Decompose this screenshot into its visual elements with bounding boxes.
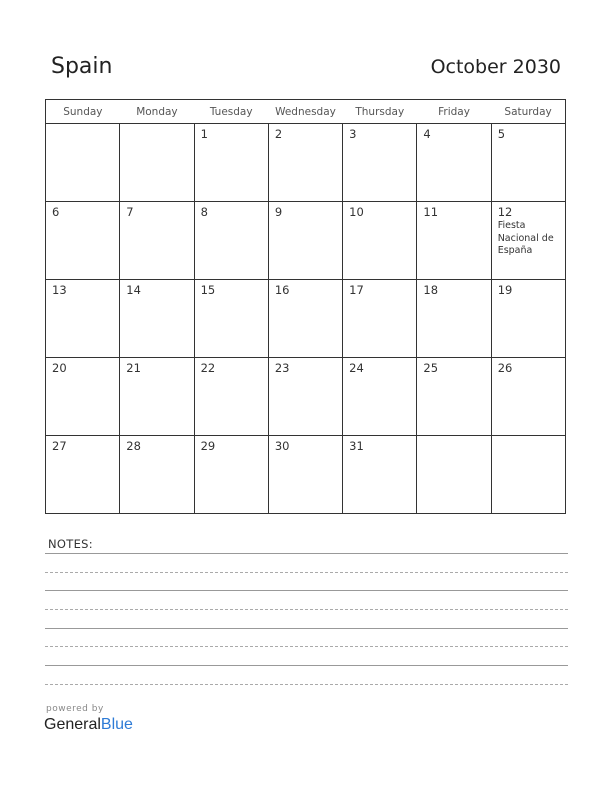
calendar-country: Spain bbox=[51, 54, 113, 79]
calendar-day-cell bbox=[343, 436, 417, 514]
calendar-day-cell bbox=[46, 124, 120, 202]
notes-label: NOTES: bbox=[48, 537, 93, 551]
day-number: 23 bbox=[274, 361, 290, 375]
calendar-week-row bbox=[46, 124, 566, 202]
calendar-day-cell bbox=[343, 358, 417, 436]
calendar-day-cell bbox=[491, 280, 565, 358]
weekday-monday: Monday bbox=[120, 100, 194, 124]
weekday-wednesday: Wednesday bbox=[268, 100, 342, 124]
day-number: 9 bbox=[274, 205, 283, 219]
day-number: 18 bbox=[423, 283, 439, 297]
calendar-day-cell bbox=[194, 124, 268, 202]
notes-line bbox=[45, 646, 568, 647]
calendar-day-cell bbox=[343, 280, 417, 358]
day-number: 19 bbox=[497, 283, 513, 297]
calendar-body bbox=[46, 124, 566, 514]
calendar-grid bbox=[45, 99, 566, 514]
calendar-day-cell bbox=[194, 436, 268, 514]
weekday-sunday: Sunday bbox=[46, 100, 120, 124]
day-number: 1 bbox=[200, 127, 208, 141]
day-number: 20 bbox=[52, 361, 67, 375]
notes-line bbox=[45, 609, 568, 610]
calendar-day-cell bbox=[343, 202, 417, 280]
notes-line bbox=[45, 628, 568, 629]
holiday-label: Fiesta Nacional de España bbox=[497, 220, 554, 256]
calendar-day-cell bbox=[46, 202, 120, 280]
day-number: 29 bbox=[200, 439, 216, 453]
day-number: 24 bbox=[349, 361, 364, 375]
day-number: 11 bbox=[423, 205, 439, 219]
notes-line bbox=[45, 684, 568, 685]
day-number: 30 bbox=[274, 439, 290, 453]
calendar-day-cell bbox=[417, 280, 491, 358]
notes-line bbox=[45, 572, 568, 573]
calendar-day-cell bbox=[120, 436, 194, 514]
weekday-header-row bbox=[46, 100, 566, 124]
calendar-day-cell bbox=[46, 358, 120, 436]
weekday-tuesday: Tuesday bbox=[194, 100, 268, 124]
generalblue-logo bbox=[44, 716, 133, 734]
brand-blue: Blue bbox=[100, 716, 133, 733]
calendar-week-row bbox=[46, 358, 566, 436]
weekday-thursday: Thursday bbox=[343, 100, 417, 124]
calendar-day-cell bbox=[194, 280, 268, 358]
calendar-day-cell bbox=[46, 280, 120, 358]
day-number: 22 bbox=[200, 361, 216, 375]
notes-line bbox=[45, 665, 568, 666]
day-number: 4 bbox=[423, 127, 431, 141]
day-number: 5 bbox=[497, 127, 506, 141]
calendar-day-cell bbox=[417, 202, 491, 280]
calendar-day-cell bbox=[268, 202, 342, 280]
day-number: 27 bbox=[52, 439, 67, 453]
calendar-day-cell bbox=[491, 202, 565, 280]
calendar-day-cell bbox=[268, 280, 342, 358]
day-number: 16 bbox=[274, 283, 290, 297]
day-number: 3 bbox=[349, 127, 357, 141]
brand-general: General bbox=[44, 716, 101, 733]
calendar-day-cell bbox=[491, 124, 565, 202]
calendar-day-cell bbox=[268, 436, 342, 514]
weekday-saturday: Saturday bbox=[491, 100, 565, 124]
notes-line bbox=[45, 553, 568, 554]
day-number: 25 bbox=[423, 361, 439, 375]
day-number: 17 bbox=[349, 283, 364, 297]
calendar-day-cell bbox=[120, 202, 194, 280]
day-number: 21 bbox=[126, 361, 141, 375]
day-number: 2 bbox=[274, 127, 283, 141]
day-number: 8 bbox=[200, 205, 208, 219]
calendar-day-cell bbox=[268, 124, 342, 202]
powered-by-text: powered by bbox=[46, 704, 104, 714]
calendar-day-cell bbox=[268, 358, 342, 436]
day-number: 31 bbox=[349, 439, 364, 453]
calendar-day-cell bbox=[120, 358, 194, 436]
calendar-day-cell bbox=[417, 124, 491, 202]
calendar-day-cell bbox=[417, 436, 491, 514]
day-number: 13 bbox=[52, 283, 67, 297]
calendar-day-cell bbox=[417, 358, 491, 436]
calendar-day-cell bbox=[194, 202, 268, 280]
calendar-day-cell bbox=[46, 436, 120, 514]
calendar-day-cell bbox=[491, 358, 565, 436]
calendar-day-cell bbox=[491, 436, 565, 514]
weekday-friday: Friday bbox=[417, 100, 491, 124]
calendar-week-row bbox=[46, 202, 566, 280]
calendar-day-cell bbox=[120, 280, 194, 358]
calendar-day-cell bbox=[343, 124, 417, 202]
day-number: 10 bbox=[349, 205, 364, 219]
day-number: 12 bbox=[497, 205, 513, 219]
calendar-week-row bbox=[46, 280, 566, 358]
day-number: 26 bbox=[497, 361, 513, 375]
calendar-week-row bbox=[46, 436, 566, 514]
calendar-day-cell bbox=[120, 124, 194, 202]
day-number: 15 bbox=[200, 283, 216, 297]
calendar-month: October 2030 bbox=[430, 56, 561, 78]
day-number: 14 bbox=[126, 283, 141, 297]
day-number: 6 bbox=[52, 205, 60, 219]
calendar-day-cell bbox=[194, 358, 268, 436]
day-number: 7 bbox=[126, 205, 134, 219]
notes-line bbox=[45, 590, 568, 591]
day-number: 28 bbox=[126, 439, 141, 453]
